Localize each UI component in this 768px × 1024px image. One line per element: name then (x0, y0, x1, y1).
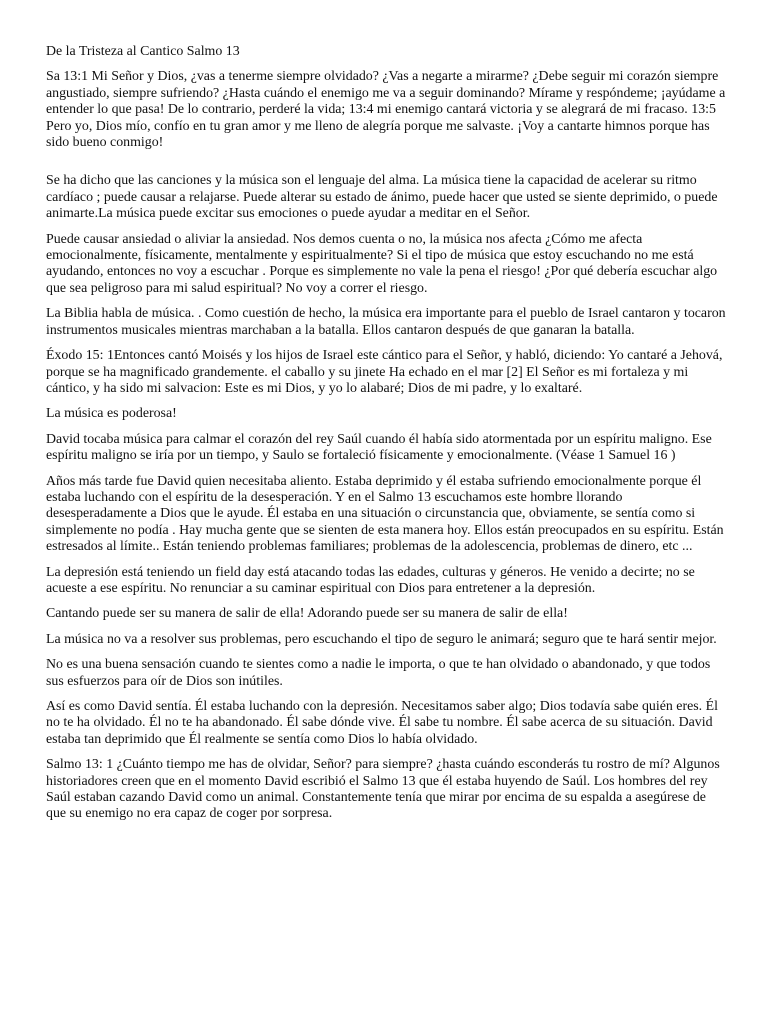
document-page (46, 44, 726, 832)
paragraph: La música no va a resolver sus problemas, pero escuchando el tipo de seguro le animará; seguro que te hará sentir mejor. (46, 631, 717, 647)
paragraph: Puede causar ansiedad o aliviar la ansiedad. Nos demos cuenta o no, la música nos afecta ¿Cómo me afecta emocionalmente, físicamente, mentalmente y espiritualmente? Si el tipo de música que estoy escuchando no me está ayudando, entonces no voy a escuchar . Porque es simplemente no vale la pena el riesgo! ¿Por qué debería escuchar algo que sea peligroso para mi salud espiritual? No voy a correr el riesgo. (46, 231, 718, 296)
paragraph-psalm-quote: Sa 13:1 Mi Señor y Dios, ¿vas a tenerme siempre olvidado? ¿Vas a negarte a mirarme? ¿Debe seguir mi corazón siempre angustiado, siempre sufriendo? ¿Hasta cuándo el enemigo me va a seguir dominando? Mírame y respóndeme; ¡ayúdame a entender lo que pasa! De lo contrario, perderé la vida; 13:4 mi enemigo cantará victoria y se alegrará de mi fracaso. 13:5 Pero yo, Dios mío, confío en tu gran amor y me lleno de alegría porque me salvaste. ¡Voy a cantarte himnos porque has sido bueno conmigo! (46, 69, 726, 151)
paragraph: David tocaba música para calmar el corazón del rey Saúl cuando él había sido atormentada por un espíritu maligno. Ese espíritu maligno se iría por un tiempo, y Saulo se fortaleció físicamente y emocionalmente. (Véase 1 Samuel 16 ) (46, 431, 712, 464)
paragraph: La Biblia habla de música. . Como cuestión de hecho, la música era importante para el pueblo de Israel cantaron y tocaron instrumentos musicales mientras marchaban a la batalla. Ellos cantaron después de que ganaran la batalla. (46, 306, 726, 338)
paragraph: Salmo 13: 1 ¿Cuánto tiempo me has de olvidar, Señor? para siempre? ¿hasta cuándo esconderás tu rostro de mí? Algunos historiadores creen que en el momento David escribió el Salmo 13 que él estaba huyendo de Saúl. Los hombres del rey Saúl estaban cazando David como un animal. Constantemente tenía que mirar por encima de su espalda a asegúrese de que su enemigo no era capaz de coger por sorpresa. (46, 757, 720, 822)
paragraph: La depresión está teniendo un field day está atacando todas las edades, culturas y géneros. He venido a decirte; no se acueste a ese espíritu. No renunciar a su caminar espiritual con Dios para entretener a la depresión. (46, 564, 695, 596)
paragraph: No es una buena sensación cuando te sientes como a nadie le importa, o que te han olvidado o abandonado, y que todos sus esfuerzos para oír de Dios son inútiles. (46, 657, 711, 689)
paragraph: La música es poderosa! (46, 406, 177, 422)
paragraph: Se ha dicho que las canciones y la música son el lenguaje del alma. La música tiene la capacidad de acelerar su ritmo cardíaco ; puede causar a relajarse. Puede alterar su estado de ánimo, puede hacer que usted se siente deprimido, o puede animarte.La música puede excitar sus emociones o puede ayudar a meditar en el Señor. (46, 173, 718, 222)
paragraph: Así es como David sentía. Él estaba luchando con la depresión. Necesitamos saber algo; Dios todavía sabe quién eres. Él no te ha olvidado. Él no te ha abandonado. Él sabe dónde vive. Él sabe tu nombre. Él sabe acerca de su situación. David estaba tan deprimido que Él realmente se sentía como Dios lo había olvidado. (46, 699, 718, 747)
paragraph: Años más tarde fue David quien necesitaba aliento. Estaba deprimido y él estaba sufriendo emocionalmente porque él estaba luchando con el espíritu de la desesperación. Y en el Salmo 13 escuchamos este hombre llorando desesperadamente a Dios que le ayude. Él estaba en una situación o circunstancia que, obviamente, se sentía como si simplemente no podía . Hay mucha gente que se sienten de esta manera hoy. Ellos están preocupados en su espíritu. Están estresados al límite.. Están teniendo problemas familiares; problemas de la adolescencia, problemas de dinero, etc ... (46, 473, 724, 555)
paragraph: Cantando puede ser su manera de salir de ella! Adorando puede ser su manera de salir de ella! (46, 606, 568, 622)
paragraph: Éxodo 15: 1Entonces cantó Moisés y los hijos de Israel este cántico para el Señor, y habló, diciendo: Yo cantaré a Jehová, porque se ha magnificado grandemente. el caballo y su jinete Ha echado en el mar [2] El Señor es mi fortaleza y mi cántico, y ha sido mi salvacion: Este es mi Dios, y yo lo alabaré; Dios de mi padre, y lo exaltaré. (46, 348, 723, 396)
document-title: De la Tristeza al Cantico Salmo 13 (46, 44, 240, 59)
